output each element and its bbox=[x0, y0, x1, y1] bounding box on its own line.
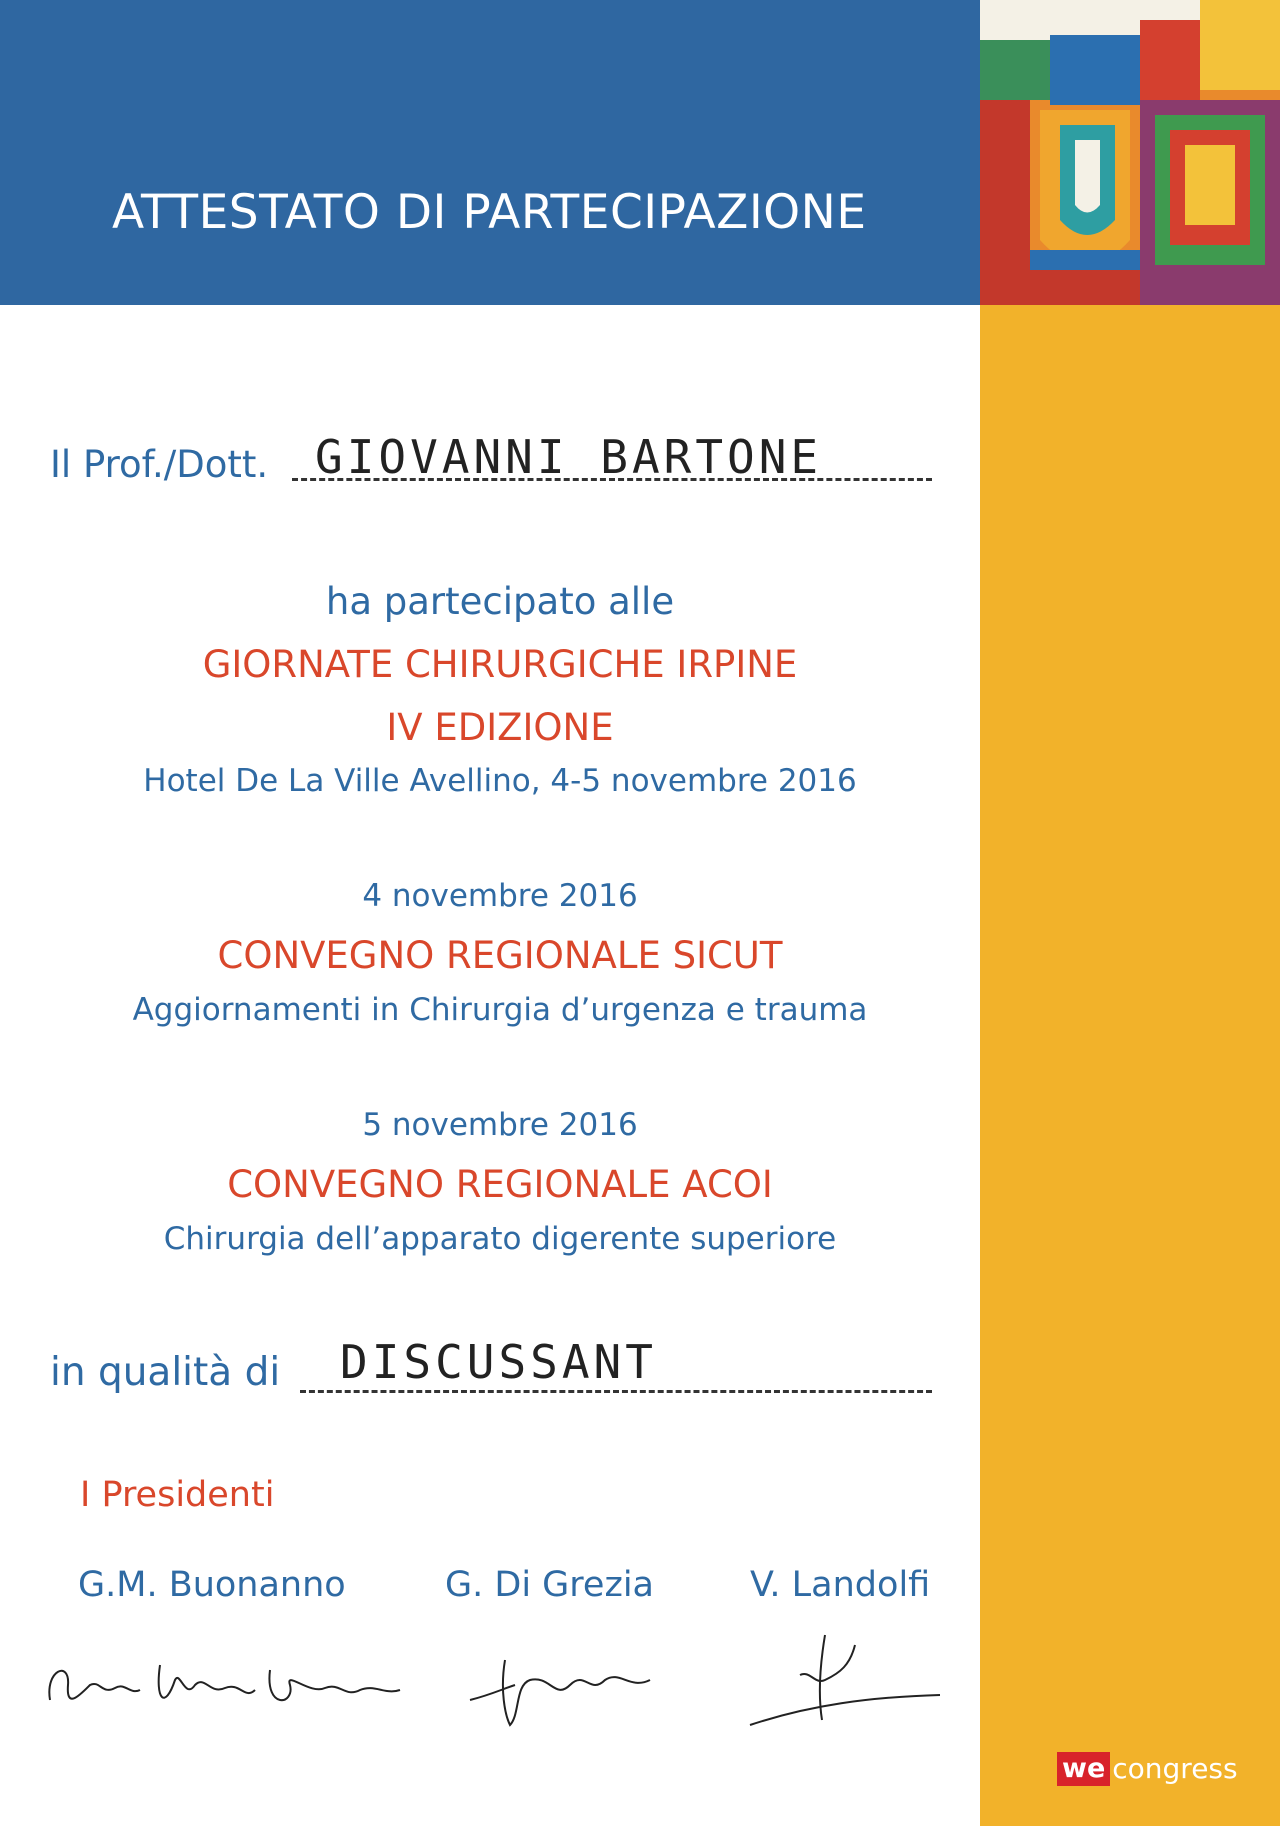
role-value: DISCUSSANT bbox=[340, 1335, 657, 1389]
signature-buonanno bbox=[40, 1640, 410, 1730]
side-band bbox=[980, 305, 1280, 1826]
logo-congress: congress bbox=[1112, 1752, 1238, 1785]
event-title: GIORNATE CHIRURGICHE IRPINE bbox=[202, 643, 798, 686]
decorative-artwork bbox=[980, 0, 1280, 305]
wecongress-logo bbox=[1057, 1752, 1238, 1786]
event-venue: Hotel De La Ville Avellino, 4-5 novembre 2016 bbox=[143, 763, 857, 799]
event-edition: IV EDIZIONE bbox=[386, 706, 614, 749]
recipient-label: Il Prof./Dott. bbox=[50, 443, 269, 486]
recipient-name: GIOVANNI BARTONE bbox=[315, 430, 823, 484]
day2-date: 5 novembre 2016 bbox=[362, 1107, 638, 1143]
role-dash-line bbox=[300, 1390, 932, 1393]
president-name-2: G. Di Grezia bbox=[445, 1565, 654, 1605]
signature-landolfi bbox=[730, 1625, 950, 1735]
role-label: in qualità di bbox=[50, 1350, 281, 1395]
presidents-heading: I Presidenti bbox=[80, 1475, 275, 1515]
logo-we: we bbox=[1057, 1752, 1110, 1786]
header-band bbox=[0, 0, 980, 305]
day1-subtitle: Aggiornamenti in Chirurgia d’urgenza e trauma bbox=[132, 992, 868, 1028]
day2-title: CONVEGNO REGIONALE ACOI bbox=[227, 1163, 773, 1206]
day1-title: CONVEGNO REGIONALE SICUT bbox=[217, 934, 783, 977]
president-name-1: G.M. Buonanno bbox=[78, 1565, 346, 1605]
certificate-title: ATTESTATO DI PARTECIPAZIONE bbox=[112, 185, 867, 240]
day1-date: 4 novembre 2016 bbox=[362, 878, 638, 914]
signature-di-grezia bbox=[460, 1640, 660, 1740]
artwork-image bbox=[980, 0, 1280, 305]
event-intro: ha partecipato alle bbox=[325, 580, 675, 623]
president-name-3: V. Landolfi bbox=[750, 1565, 931, 1605]
day2-subtitle: Chirurgia dell’apparato digerente superiore bbox=[163, 1221, 837, 1257]
